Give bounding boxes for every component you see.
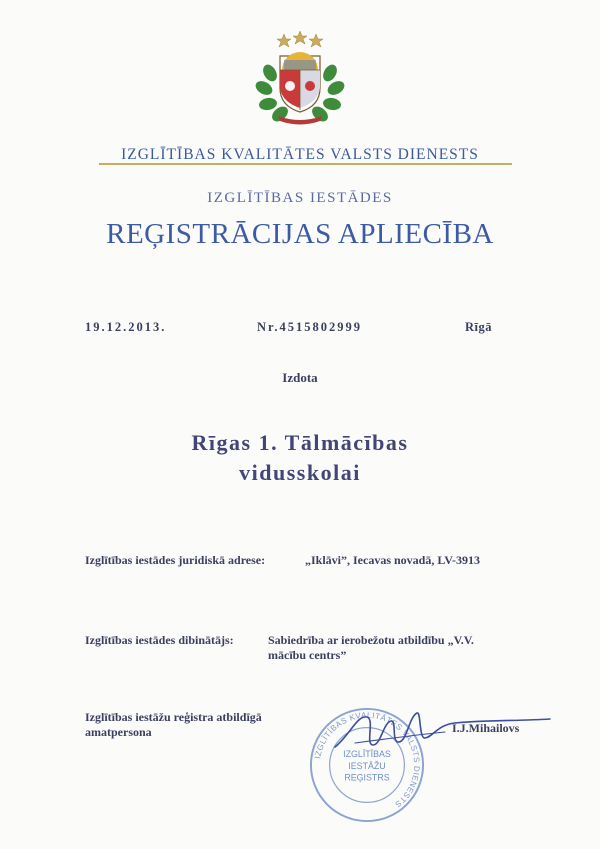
recipient-line-2: vidusskolai	[239, 460, 361, 485]
registration-number: Nr.4515802999	[257, 320, 363, 334]
document-title: REĢISTRĀCIJAS APLIECĪBA	[106, 218, 494, 250]
header-divider	[99, 163, 512, 165]
address-value: „Iklāvi”, Iecavas novadā, LV-3913	[305, 553, 481, 567]
recipient-line-1: Rīgas 1. Tālmācības	[191, 430, 409, 455]
founder-label: Izglītības iestādes dibinātājs:	[85, 633, 234, 647]
agency-heading: IZGLĪTĪBAS KVALITĀTES VALSTS DIENESTS	[121, 146, 479, 163]
issued-label: Izdota	[282, 370, 318, 385]
document-subtitle: IZGLĪTĪBAS IESTĀDES	[207, 190, 393, 206]
stamp-outer-text: IZGLĪTĪBAS KVALITĀTES VALSTS DIENESTS	[313, 710, 422, 810]
handwritten-signature	[325, 705, 555, 765]
coat-of-arms-emblem	[250, 28, 350, 128]
founder-value: Sabiedrība ar ierobežotu atbildību „V.V. mācību centrs”	[268, 633, 474, 662]
signatory-label: Izglītības iestāžu reģistra atbildīgā amatpersona	[85, 710, 262, 739]
address-label: Izglītības iestādes juridiskā adrese:	[85, 553, 266, 567]
issue-date: 19.12.2013.	[85, 320, 167, 334]
issue-place: Rīgā	[465, 320, 492, 334]
stamp-line-2: IESTĀŽU	[348, 760, 386, 771]
recipient-name	[0, 428, 600, 488]
signatory-name: I.J.Mihailovs	[452, 721, 520, 735]
stamp-line-3: REĢISTRS	[344, 772, 390, 783]
stamp-line-1: IZGLĪTĪBAS	[343, 749, 391, 760]
